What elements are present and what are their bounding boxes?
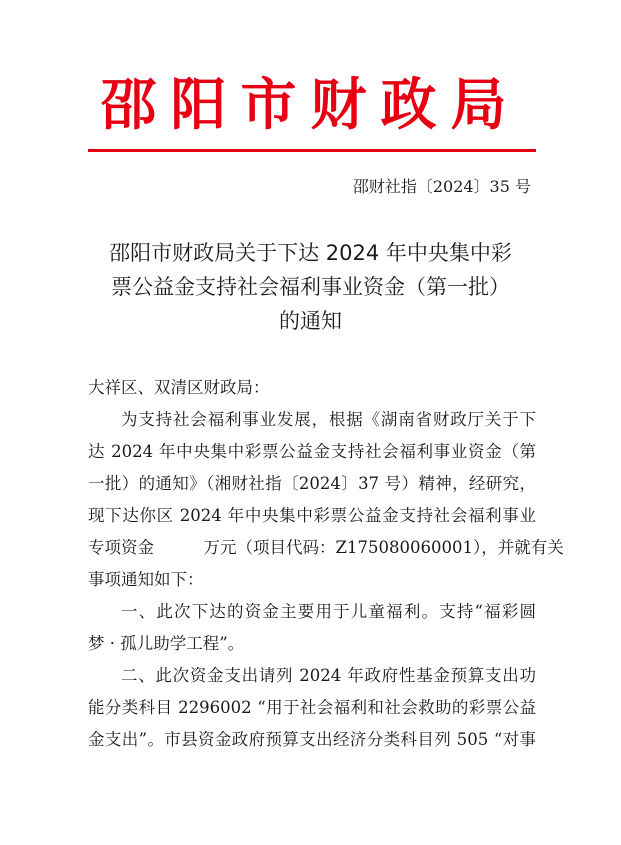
paragraph-line: 能分类科目 2296002 “用于社会福利和社会救助的彩票公益 [88,698,536,717]
paragraph-3 [88,660,536,756]
document-body [88,372,564,756]
document-title-line: 票公益金支持社会福利事业资金（第一批） [111,275,510,299]
paragraph-line: 一批）的通知》（湘财社指〔2024〕37 号）精神，经研究， [88,474,536,493]
document-number: 邵财社指〔2024〕35 号 [352,177,531,196]
salutation [88,372,536,404]
paragraph-line: 达 2024 年中央集中彩票公益金支持社会福利事业资金（第 [88,442,536,461]
paragraph-line: 金支出”。市县资金政府预算支出经济分类科目列 505 “对事 [88,730,536,749]
paragraph-segment: 专项资金 [88,538,154,557]
paragraph-line [88,532,564,564]
paragraph-1 [88,404,564,596]
document-title-line: 的通知 [279,309,342,333]
document-title-line: 邵阳市财政局关于下达 2024 年中央集中彩 [109,241,512,265]
paragraph-2 [88,596,536,660]
paragraph-line: 二、此次资金支出请列 2024 年政府性基金预算支出功 [121,666,536,685]
salutation-text: 大祥区、双清区财政局： [88,378,270,397]
paragraph-line: 为支持社会福利事业发展，根据《湖南省财政厅关于下 [121,410,536,429]
paragraph-line: 梦 · 孤儿助学工程”。 [88,634,245,653]
red-header-divider [88,149,536,152]
paragraph-line: 一、此次下达的资金主要用于儿童福利。支持“福彩圆 [121,602,536,621]
document-title [60,236,561,338]
organization-header-title: 邵阳市财政局 [100,72,521,138]
paragraph-segment: 万元（项目代码：Z175080060001），并就有关 [203,538,564,557]
paragraph-line: 事项通知如下： [88,570,204,589]
paragraph-line: 现下达你区 2024 年中央集中彩票公益金支持社会福利事业 [88,506,536,525]
